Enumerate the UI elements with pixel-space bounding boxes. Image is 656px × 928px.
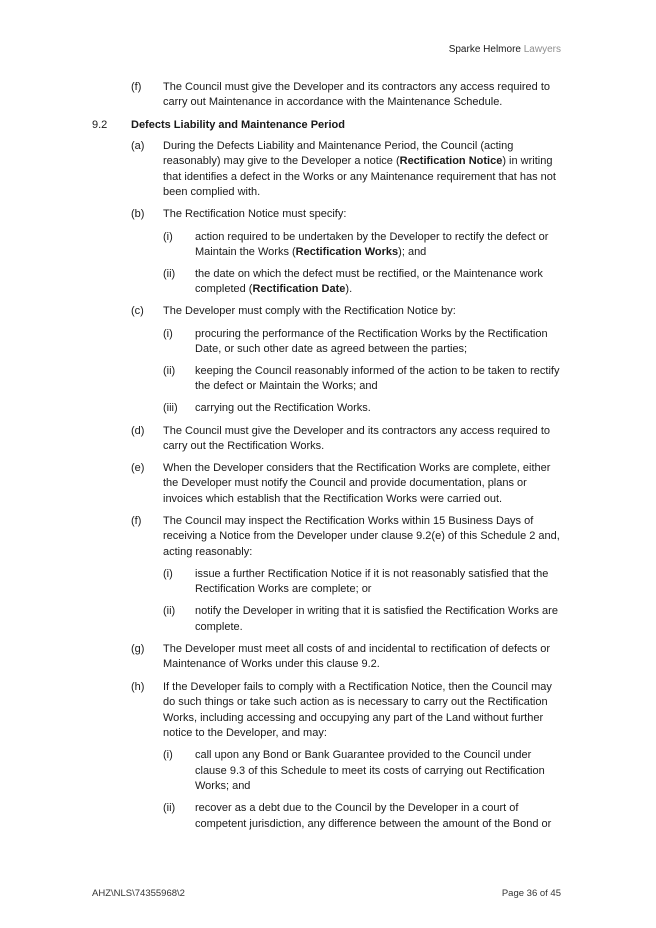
firm-suffix: Lawyers bbox=[523, 44, 561, 55]
clause-label: (h) bbox=[131, 681, 145, 693]
clause-text-line: the defect or Maintain the Works; and bbox=[195, 380, 378, 392]
clause-text-line: acting reasonably: bbox=[163, 546, 253, 558]
subclause-label: (ii) bbox=[163, 802, 176, 814]
clause-text-line: carry out Maintenance in accordance with the Maintenance Schedule. bbox=[163, 96, 503, 108]
defined-term: Rectification Date bbox=[252, 283, 346, 295]
subclause-label: (i) bbox=[163, 568, 173, 580]
clause-text-line: the Developer must notify the Council and provide documentation, plans or bbox=[163, 477, 527, 489]
clause-text-line: action required to be undertaken by the Developer to rectify the defect or bbox=[195, 231, 549, 243]
clause-text-line: Maintenance of Works under this clause 9.2. bbox=[163, 658, 380, 670]
clause-text-line: Works; and bbox=[195, 780, 251, 792]
clause-text-line: The Council must give the Developer and its contractors any access required to bbox=[163, 81, 551, 93]
clause-text-line: clause 9.3 of this Schedule to meet its costs of carrying out Rectification bbox=[195, 765, 545, 777]
clause-label: (f) bbox=[131, 515, 142, 527]
subclause-label: (iii) bbox=[163, 402, 178, 414]
clause-text-line: carrying out the Rectification Works. bbox=[195, 402, 371, 414]
clause-text-line: The Developer must meet all costs of and incidental to rectification of defects or bbox=[163, 643, 551, 655]
clause-text-line: reasonably) may give to the Developer a notice (Rectification Notice) in writing bbox=[163, 155, 553, 167]
page-number: Page 36 of 45 bbox=[501, 888, 561, 899]
clause-text-line: been complied with. bbox=[163, 186, 261, 198]
defined-term: Rectification Works bbox=[295, 246, 399, 258]
clause-text-line: receiving a Notice from the Developer under clause 9.2(e) of this Schedule 2 and, bbox=[163, 530, 560, 542]
clause-text-line: If the Developer fails to comply with a Rectification Notice, then the Council may bbox=[163, 681, 552, 693]
clause-label: (e) bbox=[131, 462, 145, 474]
clause-text-line: issue a further Rectification Notice if it is not reasonably satisfied that the bbox=[195, 568, 549, 580]
clause-text-line: carry out the Rectification Works. bbox=[163, 440, 325, 452]
clause-text-line: competent jurisdiction, any difference between the amount of the Bond or bbox=[195, 818, 552, 830]
clause-text-line: Date, or such other date as agreed between the parties; bbox=[195, 343, 468, 355]
clause-text-line: keeping the Council reasonably informed of the action to be taken to rectify bbox=[195, 365, 560, 377]
clause-text-line: Rectification Works are complete; or bbox=[195, 583, 372, 595]
clause-label: (c) bbox=[131, 305, 144, 317]
clause-text-line: Maintain the Works (Rectification Works); and bbox=[195, 246, 427, 258]
clause-text-line: recover as a debt due to the Council by the Developer in a court of bbox=[195, 802, 519, 814]
document-reference: AHZ\NLS\74355968\2 bbox=[92, 888, 185, 899]
subclause-label: (ii) bbox=[163, 268, 176, 280]
section-title: Defects Liability and Maintenance Period bbox=[131, 119, 345, 131]
page-header bbox=[449, 42, 561, 58]
clause-label: (g) bbox=[131, 643, 145, 655]
clause-text-line: completed (Rectification Date). bbox=[195, 283, 353, 295]
clause-text-line: procuring the performance of the Rectification Works by the Rectification bbox=[195, 328, 548, 340]
clause-text-line: The Council must give the Developer and its contractors any access required to bbox=[163, 425, 551, 437]
subclause-label: (ii) bbox=[163, 605, 176, 617]
clause-label: (f) bbox=[131, 81, 142, 93]
subclause-label: (i) bbox=[163, 231, 173, 243]
clause-text-line: that identifies a defect in the Works or any Maintenance requirement that has not bbox=[163, 171, 556, 183]
clause-text-line: Works, including accessing and occupying any part of the Land without further bbox=[163, 712, 544, 724]
clause-text-line: do such things or take such action as is necessary to carry out the Rectification bbox=[163, 696, 548, 708]
clause-label: (b) bbox=[131, 208, 145, 220]
subclause-label: (i) bbox=[163, 749, 173, 761]
clause-text-line: the date on which the defect must be rectified, or the Maintenance work bbox=[195, 268, 543, 280]
section-number: 9.2 bbox=[92, 119, 108, 131]
clause-label: (d) bbox=[131, 425, 145, 437]
clause-label: (a) bbox=[131, 140, 145, 152]
clause-text-line: call upon any Bond or Bank Guarantee provided to the Council under bbox=[195, 749, 532, 761]
clause-text-line: During the Defects Liability and Maintenance Period, the Council (acting bbox=[163, 140, 514, 152]
clause-text-line: The Council may inspect the Rectification Works within 15 Business Days of bbox=[163, 515, 534, 527]
clause-text-line: The Developer must comply with the Rectification Notice by: bbox=[163, 305, 456, 317]
defined-term: Rectification Notice bbox=[399, 155, 503, 167]
clause-text-line: notify the Developer in writing that it is satisfied the Rectification Works are bbox=[195, 605, 558, 617]
firm-name: Sparke Helmore bbox=[448, 44, 521, 55]
clause-text-line: invoices which establish that the Rectification Works were carried out. bbox=[163, 493, 503, 505]
clause-text-line: notice to the Developer, and may: bbox=[163, 727, 327, 739]
subclause-label: (ii) bbox=[163, 365, 176, 377]
clause-text-line: When the Developer considers that the Rectification Works are complete, either bbox=[163, 462, 551, 474]
subclause-label: (i) bbox=[163, 328, 173, 340]
clause-text-line: complete. bbox=[195, 621, 243, 633]
clause-text-line: The Rectification Notice must specify: bbox=[163, 208, 347, 220]
